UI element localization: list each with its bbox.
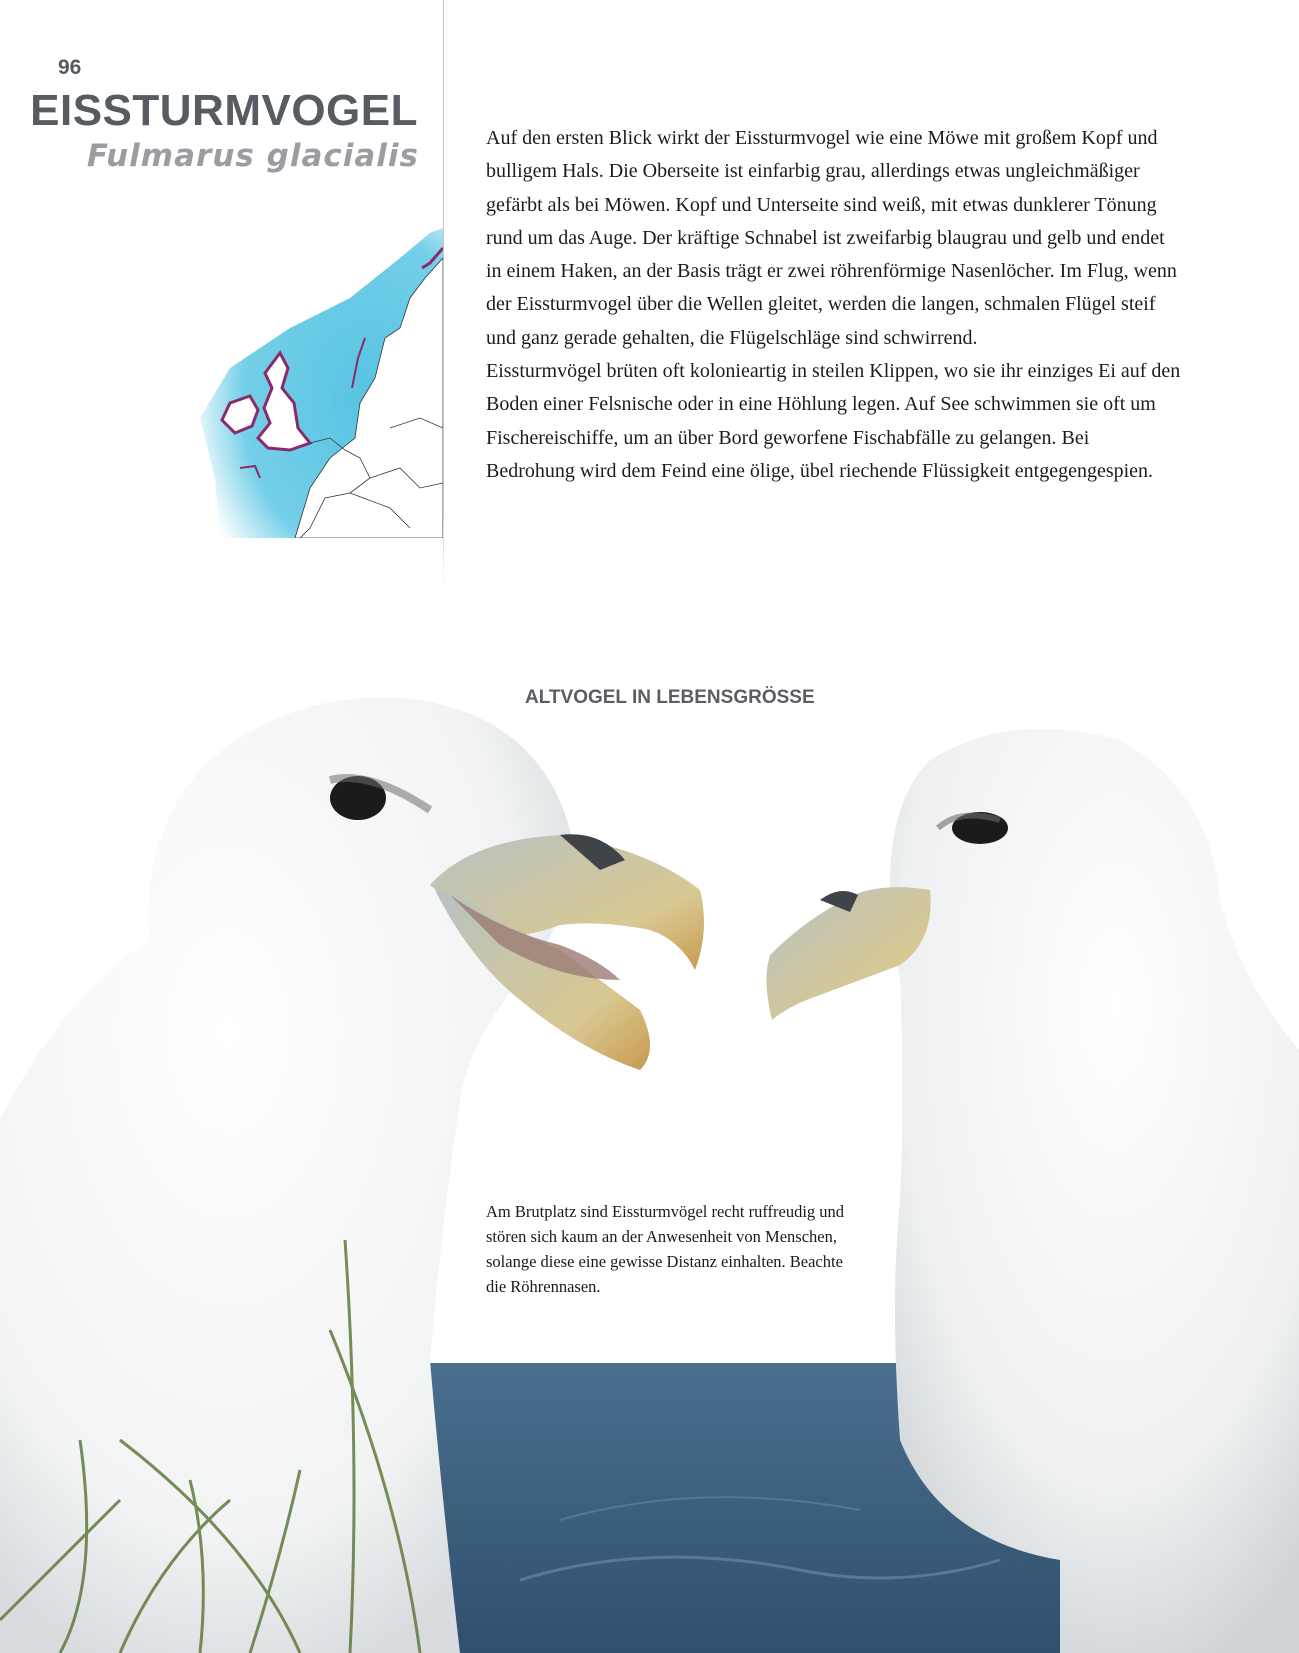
fulmar-photo	[0, 680, 1299, 1653]
species-title: EISSTURMVOGEL	[30, 86, 418, 135]
species-scientific-name: Fulmarus glacialis	[86, 138, 419, 174]
range-map	[160, 228, 443, 538]
column-divider	[443, 0, 444, 590]
section-heading: ALTVOGEL IN LEBENSGRÖSSE	[525, 687, 815, 708]
photo-caption: Am Brutplatz sind Eissturmvögel recht ruffreudig und stören sich kaum an der Anwesenheit von Menschen, solange diese eine gewisse Distanz einhalten. Beachte die Röhrennasen.	[486, 1202, 845, 1296]
description-paragraph: Eissturmvögel brüten oft koloniеartig in steilen Klippen, wo sie ihr einziges Ei auf den Boden einer Felsnische oder in eine Höhlung legen. Auf See schwimmen sie oft um Fischereischiffe, um an über Bord geworfene Fischabfälle zu gelangen. Bei Bedrohung wird dem Feind eine ölige, übel riechende Flüssigkeit entgegengespien.	[486, 360, 1181, 482]
page-number: 96	[58, 56, 82, 79]
description	[486, 122, 1182, 488]
description-paragraph: Auf den ersten Blick wirkt der Eissturmvogel wie eine Möwe mit großem Kopf und bulligem Hals. Die Oberseite ist einfarbig grau, allerdings etwas ungleichmäßiger gefärbt als bei Möwen. Kopf und Unterseite sind weiß, mit etwas dunklerer Tönung rund um das Auge. Der kräftige Schnabel ist zweifarbig blaugrau und gelb und endet in einem Haken, an der Basis trägt er zwei röhrenförmige Nasenlöcher. Im Flug, wenn der Eissturmvogel über die Wellen gleitet, werden die langen, schmalen Flügel steif und ganz gerade gehalten, die Flügelschläge sind schwirrend.	[486, 127, 1177, 349]
